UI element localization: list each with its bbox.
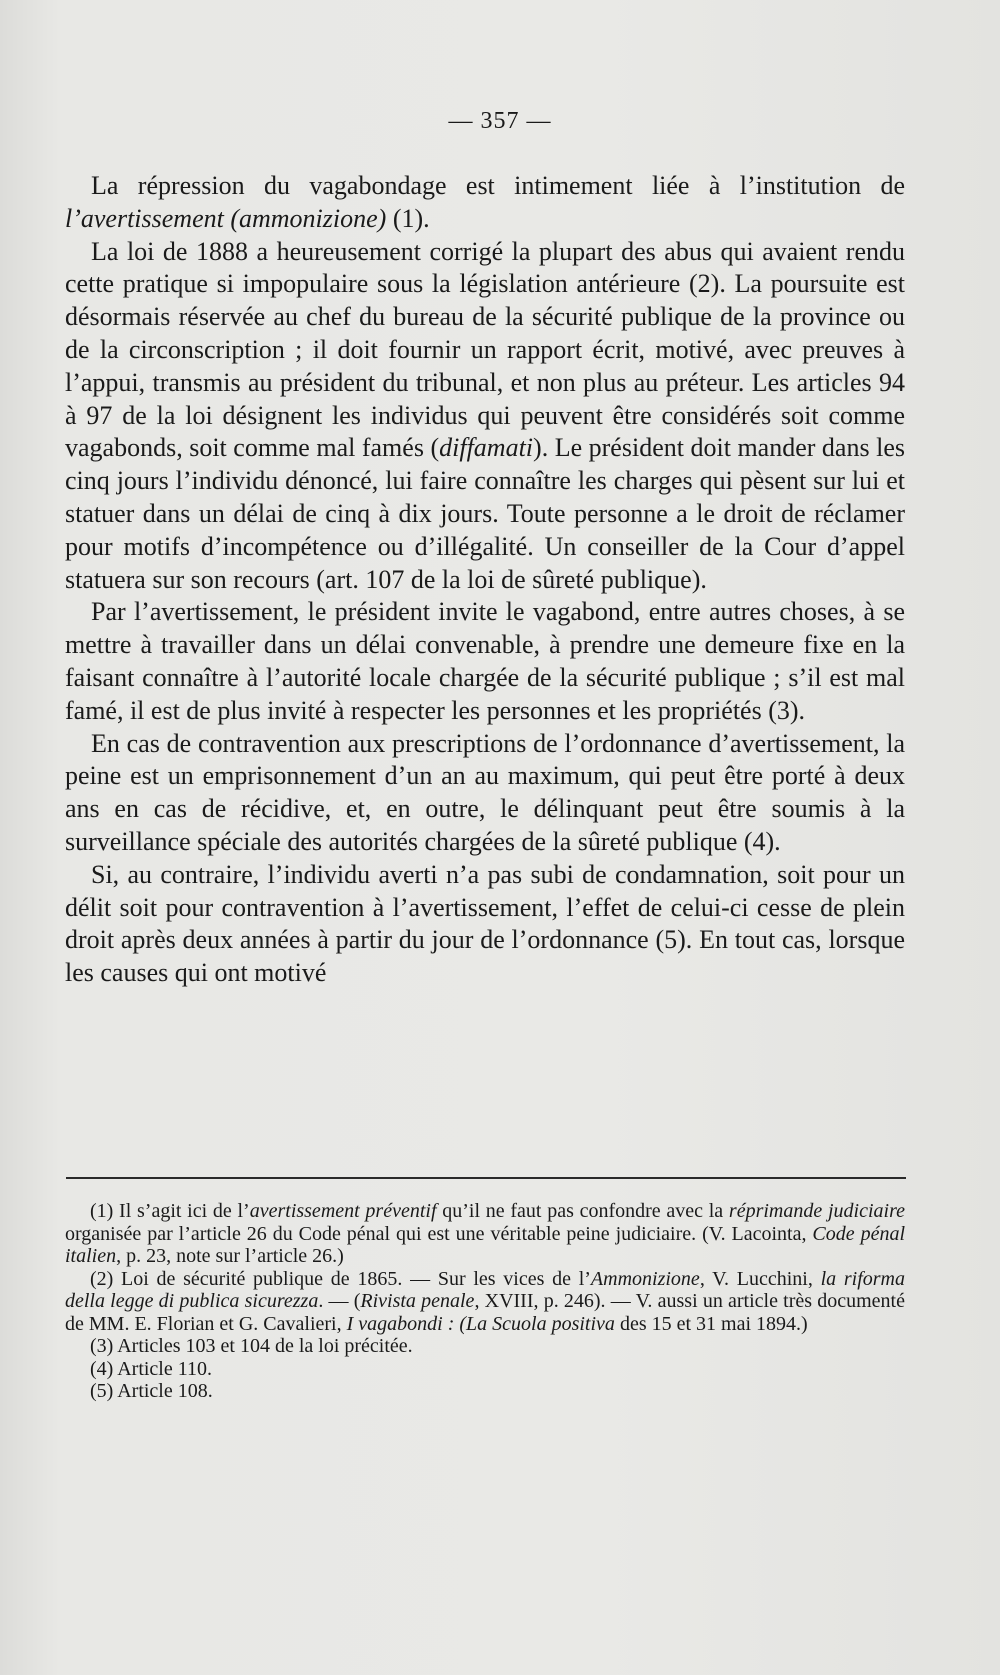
paragraph bbox=[65, 859, 905, 990]
italic-term: Rivista penale bbox=[360, 1290, 475, 1312]
italic-term: avertissement préventif bbox=[249, 1200, 437, 1222]
text-run: , V. Lucchini, bbox=[699, 1267, 821, 1290]
text-run: Si, au contraire, l’individu averti n’a pas subi de condamnation, soit pour un délit soit pour contravention à l’avertissement, l’effet de celui-ci cesse de plein droit après deux années à partir du jour de l’ordonnance (5). En tout cas, lorsque les causes qui ont motivé bbox=[65, 859, 905, 988]
text-run: En cas de contravention aux prescriptions de l’ordonnance d’avertissement, la peine est un emprisonnement d’un an au maximum, qui peut être porté à deux ans en cas de récidive, et, en outre, le délinquant peut être soumis à la surveillance spéciale des autorités chargées de la sûreté publique (4). bbox=[65, 728, 905, 856]
text-run: (5) Article 108. bbox=[90, 1380, 213, 1402]
text-run: (1). bbox=[386, 203, 430, 233]
paragraph bbox=[65, 596, 905, 727]
footnote bbox=[65, 1268, 905, 1336]
paragraph bbox=[65, 236, 905, 597]
text-run: , XVIII, p. 246). — V. aussi un article très documenté de MM. E. Florian et G. Cavalieri, bbox=[65, 1290, 905, 1335]
footnote bbox=[65, 1358, 905, 1381]
text-run: (4) Article 110. bbox=[90, 1357, 213, 1380]
text-run: (3) Articles 103 et 104 de la loi précitée. bbox=[90, 1335, 413, 1357]
text-run: . — ( bbox=[318, 1290, 361, 1312]
italic-term: Code pénal italien bbox=[65, 1222, 906, 1267]
text-run: qu’il ne faut pas confondre avec la bbox=[436, 1200, 729, 1222]
italic-term: la riforma della legge di publica sicurezza bbox=[65, 1267, 905, 1312]
text-run: La répression du vagabondage est intimement liée à l’institution de bbox=[91, 171, 905, 200]
main-text bbox=[65, 170, 905, 990]
page-number: — 357 — bbox=[448, 108, 552, 134]
italic-term: I vagabondi : (La Scuola positiva bbox=[346, 1312, 615, 1335]
italic-term: diffamati bbox=[439, 433, 534, 463]
text-run: des 15 et 31 mai 1894.) bbox=[614, 1312, 808, 1335]
text-run: (2) Loi de sécurité publique de 1865. — Sur les vices de l’ bbox=[90, 1267, 591, 1290]
paragraph bbox=[65, 170, 905, 236]
italic-term: réprimande judiciaire bbox=[728, 1200, 905, 1222]
text-run: Par l’avertissement, le président invite le vagabond, entre autres choses, à se mettre à travailler dans un délai convenable, à prendre une demeure fixe en la faisant connaître à l’autorité locale chargée de la sécurité publique ; s’il est mal famé, il est de plus invité à respecter les personnes et les propriétés (3). bbox=[65, 597, 905, 725]
text-run: (1) Il s’agit ici de l’ bbox=[90, 1200, 250, 1222]
footnote bbox=[65, 1380, 905, 1403]
italic-term: Ammonizione bbox=[590, 1267, 700, 1290]
footnotes bbox=[65, 1200, 905, 1403]
paragraph bbox=[65, 728, 905, 859]
italic-term: l’avertissement (ammonizione) bbox=[65, 203, 387, 233]
text-run: organisée par l’article 26 du Code pénal qui est une véritable peine judiciaire. (V. Lacointa, bbox=[65, 1222, 813, 1245]
footnote bbox=[65, 1200, 905, 1268]
text-run: , p. 23, note sur l’article 26.) bbox=[116, 1245, 344, 1267]
footnote bbox=[65, 1335, 905, 1358]
text-run: La loi de 1888 a heureusement corrigé la plupart des abus qui avaient rendu cette pratique si impopulaire sous la législation antérieure (2). La poursuite est désormais réservée au chef du bureau de la sécurité publique de la province ou de la circonscription ; il doit fournir un rapport écrit, motivé, avec preuves à l’appui, transmis au président du tribunal, et non plus au préteur. Les articles 94 à 97 de la loi désignent les individus qui peuvent être considérés soit comme vagabonds, soit comme mal famés ( bbox=[65, 236, 905, 463]
footnote-divider bbox=[66, 1177, 906, 1179]
text-run: ). Le président doit mander dans les cinq jours l’individu dénoncé, lui faire connaître les charges qui pèsent sur lui et statuer dans un délai de cinq à dix jours. Toute personne a le droit de réclamer pour motifs d’incompétence ou d’illégalité. Un conseiller de la Cour d’appel statuera sur son recours (art. 107 de la loi de sûreté publique). bbox=[65, 433, 905, 594]
